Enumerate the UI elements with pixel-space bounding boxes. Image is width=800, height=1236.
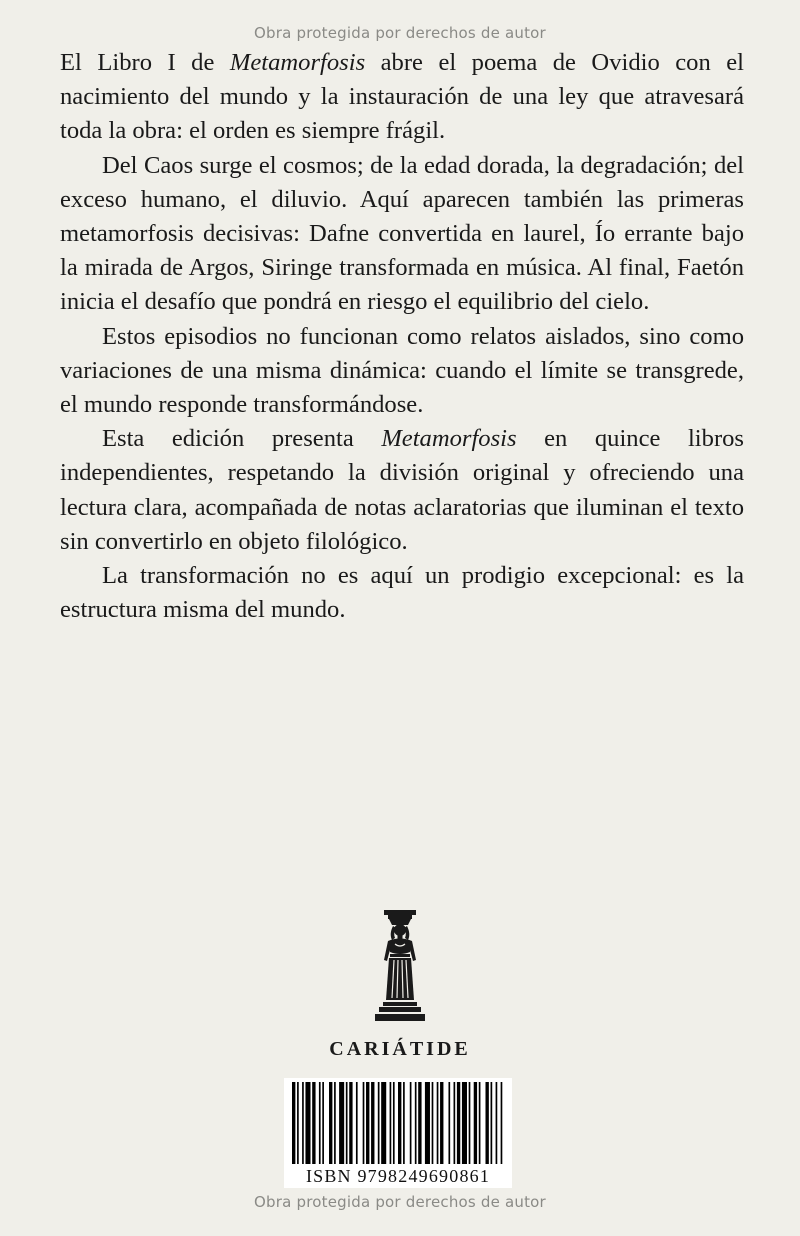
barcode-bar [418, 1082, 421, 1164]
barcode-bar [339, 1082, 344, 1164]
paragraph-1 [60, 46, 744, 149]
caryatid-column-icon [365, 908, 435, 1024]
barcode-bar [393, 1082, 395, 1164]
barcode-bar [403, 1082, 405, 1164]
barcode-bar [378, 1082, 380, 1164]
barcode-bar [410, 1082, 412, 1164]
book-title-italic: Metamorfosis [229, 49, 366, 76]
barcode-bar [390, 1082, 392, 1164]
barcode-bar [448, 1082, 450, 1164]
barcode-bar [469, 1082, 471, 1164]
barcode-bar [457, 1082, 460, 1164]
barcode-bar [496, 1082, 498, 1164]
barcode-bar [462, 1082, 467, 1164]
barcode-bar [366, 1082, 369, 1164]
barcode-bar [371, 1082, 374, 1164]
paragraph-1-end: abre el poema de Ovidio con el nacimiento del mundo y la instauración de una ley que atravesará toda la obra: el orden es siempre frágil. [60, 49, 744, 145]
barcode-bar [398, 1082, 401, 1164]
barcode-bar [349, 1082, 352, 1164]
barcode-bar [322, 1082, 324, 1164]
isbn-number: ISBN 9798249690861 [305, 1166, 491, 1186]
barcode-bar [381, 1082, 386, 1164]
barcode-bar [346, 1082, 348, 1164]
copyright-watermark-top: Obra protegida por derechos de autor [254, 24, 546, 42]
isbn-barcode [292, 1082, 504, 1164]
barcode-bar [432, 1082, 434, 1164]
copyright-watermark-bottom: Obra protegida por derechos de autor [254, 1193, 546, 1211]
barcode-bar [491, 1082, 493, 1164]
barcode-bar [474, 1082, 477, 1164]
barcode-bar [319, 1082, 321, 1164]
paragraph-2: Del Caos surge el cosmos; de la edad dorada, la degradación; del exceso humano, el diluvio. Aquí aparecen también las primeras metamorfosis decisivas: Dafne convertida en laurel, Ío errante bajo la mirada de Argos, Siringe transformada en música. Al final, Faetón inicia el desafío que pondrá en riesgo el equilibrio del cielo. [60, 151, 744, 316]
barcode-bar [437, 1082, 439, 1164]
paragraph-1-start: El Libro I de [60, 49, 230, 76]
barcode-bar [479, 1082, 481, 1164]
barcode-panel [284, 1078, 512, 1188]
paragraph-4 [60, 422, 744, 559]
publisher-name: CARIÁTIDE [329, 1038, 471, 1060]
barcode-bar [312, 1082, 315, 1164]
barcode-bar [329, 1082, 332, 1164]
paragraph-4-end: en quince libros independientes, respetando la división original y ofreciendo una lectura clara, acompañada de notas aclaratorias que iluminan el texto sin convertirlo en objeto filológico. [60, 425, 744, 555]
barcode-bar [425, 1082, 430, 1164]
paragraph-4-start: Esta edición presenta [102, 425, 382, 453]
barcode-bar [485, 1082, 488, 1164]
barcode-bar [440, 1082, 443, 1164]
barcode-bar [334, 1082, 336, 1164]
back-cover-text [60, 46, 744, 627]
barcode-bar [454, 1082, 456, 1164]
barcode-bar [501, 1082, 503, 1164]
barcode-bar [415, 1082, 417, 1164]
paragraph-5: La transformación no es aquí un prodigio excepcional: es la estructura misma del mundo. [60, 562, 744, 624]
barcode-bar [302, 1082, 304, 1164]
barcode-bar [305, 1082, 310, 1164]
barcode-bar [363, 1082, 365, 1164]
barcode-bar [356, 1082, 358, 1164]
book-title-italic: Metamorfosis [381, 425, 517, 453]
barcode-bar [297, 1082, 299, 1164]
paragraph-3: Estos episodios no funcionan como relatos aislados, sino como variaciones de una misma dinámica: cuando el límite se transgrede, el mundo responde transformándose. [60, 322, 744, 419]
barcode-bar [292, 1082, 295, 1164]
